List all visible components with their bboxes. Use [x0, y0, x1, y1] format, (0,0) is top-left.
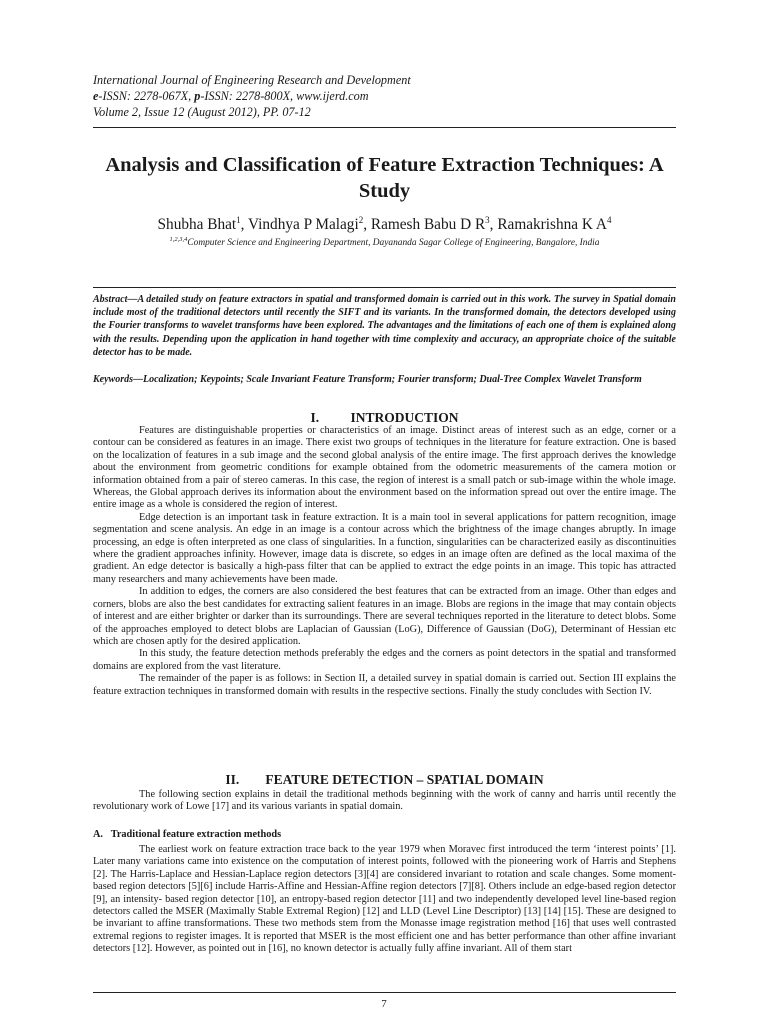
- paragraph: The remainder of the paper is as follows: in Section II, a detailed survey in spatial domain is carried out. Section III explains the feature extraction techniques in transformed domain with results in the respective sections. Finally the study concludes with Section IV.: [93, 673, 676, 697]
- spatial-domain-intro: [93, 789, 676, 814]
- introduction-body: [93, 425, 676, 698]
- header-divider: [93, 127, 676, 128]
- abstract: Abstract—A detailed study on feature extractors in spatial and transformed domain is carried out in this work. The survey in Spatial domain include most of the traditional detectors until recently the SIFT and its variants. In the transformed domain, the detectors developed using the Fourier transforms to wavelet transforms have been explored. The advantages and the limitations of each one of them is explained along with the results. Depending upon the application in hand together with time complexity and accuracy, an appropriate choice of the suitable detector has to be made.: [93, 294, 676, 358]
- traditional-methods-body: [93, 844, 676, 956]
- author-affiliation: $^{1,2,3,4}$Computer Science and Engineering Department, Dayananda Sagar College of Engineering, Bangalore, India: [169, 236, 600, 248]
- footer-divider: [93, 992, 676, 993]
- page-number: 7: [381, 998, 387, 1010]
- section-heading-spatial-domain: II. FEATURE DETECTION – SPATIAL DOMAIN: [225, 772, 544, 787]
- paragraph: Edge detection is an important task in feature extraction. It is a main tool in several applications for pattern recognition, image segmentation and scene analysis. An edge in an image is a contour across which the brightness of the image changes abruptly. In image processing, an edge is often interpreted as one class of singularities. In a function, singularities can be characterized easily as discontinuities where the gradient approaches infinity. However, image data is discrete, so edges in an image often are defined as the local maxima of the gradient. An edge detector is basically a high-pass filter that can be applied to extract the edge points in an image. This topic has attracted many researchers and many achievements have been made.: [93, 511, 676, 585]
- author-list: [93, 210, 676, 235]
- journal-name: International Journal of Engineering Research and Development: [93, 73, 411, 87]
- paragraph: The earliest work on feature extraction trace back to the year 1979 when Moravec first introduced the term ‘interest points’ [1]. Later many variations came into existence on the computation of interest points, followed with the pioneering work of Harris and Stephens [2]. The Harris-Laplace and Hessian-Laplace region detectors [3][4] are considered invariant to rotation and scale changes. Some moment-based region detectors [5][6] include Harris-Affine and Hessian-Affine region detectors [7][8]. Others include an edge-based region detector [9], an intensity- based region detector [10], an entropy-based region detector [11] and two independently developed level line-based region detectors called the MSER (Maximally Stable Extremal Region) [12] and LLD (Level Line Descriptor) [13] [14] [15]. These are designed to be invariant to affine transformations. These two methods stem from the Monasse image registration method [16] that uses well contrasted extremal regions to register images. It is reported that MSER is the most efficient one and has better performance than other affine invariant detectors [12]. However, as pointed out in [16], no known detector is actually fully affine invariant. All of them start: [93, 844, 676, 955]
- abstract-divider: [93, 287, 676, 288]
- journal-issn: e-ISSN: 2278-067X, p-ISSN: 2278-800X, www.ijerd.com: [93, 89, 369, 103]
- paragraph: In this study, the feature detection methods preferably the edges and the corners as point detectors in the spatial and transformed domains are explored from the vast literature.: [93, 648, 676, 672]
- author: Shubha Bhat$^1$,: [157, 215, 249, 233]
- author: Ramesh Babu D $R^3$,: [370, 215, 498, 233]
- section-heading-introduction: I. INTRODUCTION: [310, 410, 459, 425]
- subsection-heading-traditional-methods: A. Traditional feature extraction methods: [93, 829, 282, 840]
- author: Ramakrishna K $A^4$: [497, 215, 612, 233]
- author: Vindhya P Malagi$^2$,: [248, 215, 371, 233]
- paragraph: In addition to edges, the corners are also considered the best features that can be extracted from an image. Other than edges and corners, blobs are also the best candidates for extracting salient features in an image. Blobs are regions in the image that may contain objects of interest and are either brighter or darker than its surroundings. There are several techniques reported in the literature to detect blobs. Some of the approaches employed to detect blobs are Laplacian of Gaussian (LoG), Difference of Gaussian (DoG), Determinant of Hessian etc which are chosen aptly for the desired application.: [93, 586, 676, 647]
- paper-title: Analysis and Classification of Feature Extraction Techniques: A Study: [105, 154, 664, 202]
- journal-header: [93, 72, 683, 120]
- journal-volume: Volume 2, Issue 12 (August 2012), PP. 07-12: [93, 105, 311, 119]
- paragraph: The following section explains in detail the traditional methods beginning with the work of canny and harris until recently the revolutionary work of Lowe [17] and its various variants in spatial domain.: [93, 789, 676, 813]
- keywords: Keywords—Localization; Keypoints; Scale Invariant Feature Transform; Fourier transform; Dual-Tree Complex Wavelet Transform: [93, 374, 642, 385]
- paragraph: Features are distinguishable properties or characteristics of an image. Distinct areas of interest such as an edge, corner or a contour can be considered as features in an image. There exist two groups of techniques in the literature for feature extraction. One is based on the localization of features in a sub image and the second global analysis of the entire image. The first approach derives the knowledge about the environment from geometric conditions for example obtained from the odometric measurements of the camera motion or information obtained from a pair of stereo cameras. In this case, the region of interest is a small patch or sub-image within the whole image. Whereas, the Global approach derives its information about the environment based on the information spread out over the entire image. The entire image as a whole is considered the region of interest.: [93, 425, 676, 511]
